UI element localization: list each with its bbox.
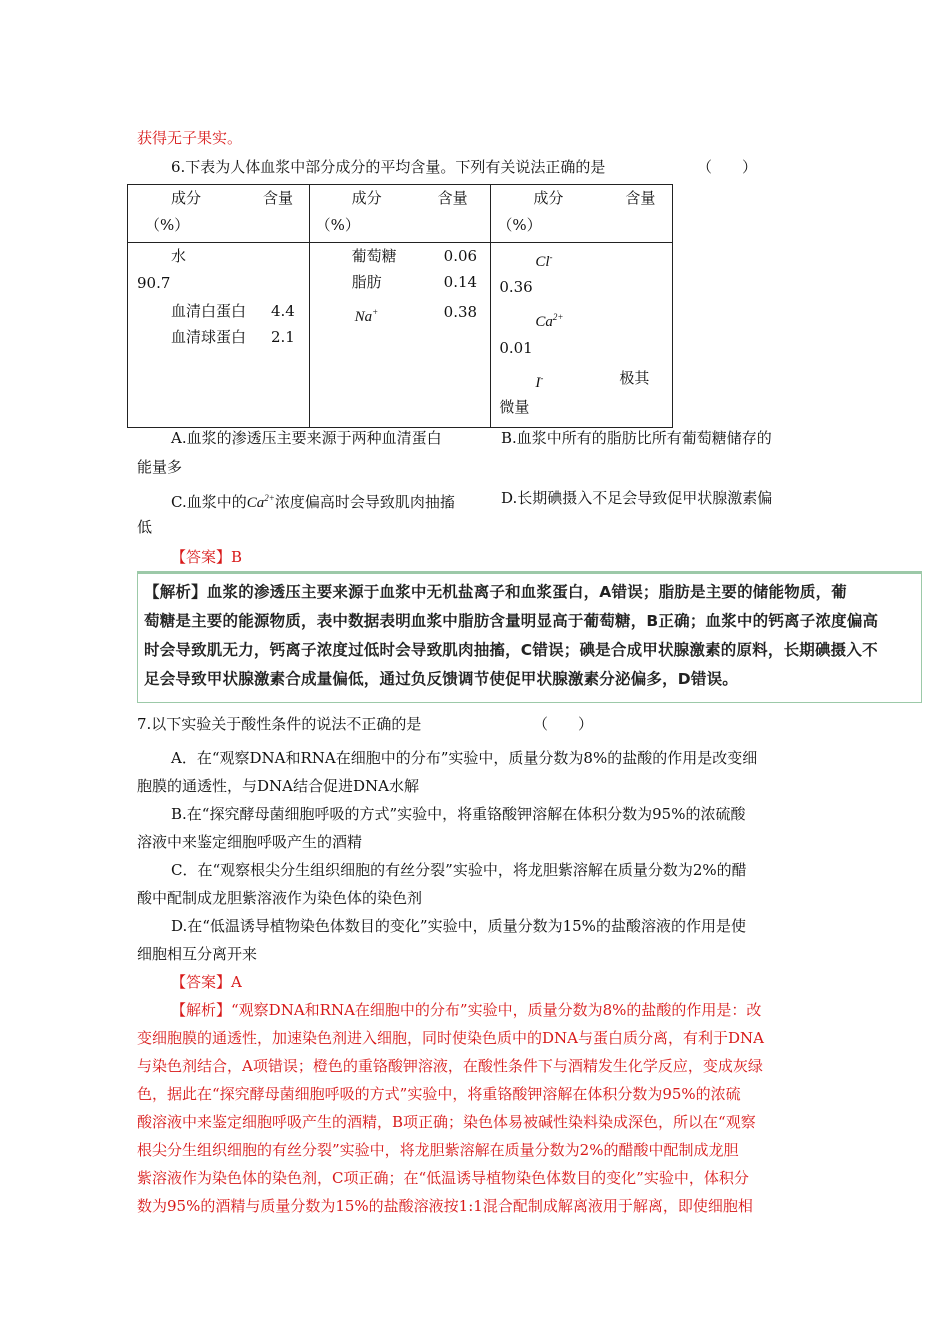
glucose-name: 葡萄糖 xyxy=(351,247,397,265)
sodium-ion-name: Na+ xyxy=(354,307,379,325)
option-d-cont: 低 xyxy=(137,518,153,536)
analysis-6-line: 时会导致肌无力，钙离子浓度过低时会导致肌肉抽搐，C错误；碘是合成甲状腺激素的原料，长期碘摄入不 xyxy=(144,641,878,659)
analysis-7-line: 与染色剂结合，A项错误；橙色的重铬酸钾溶液，在酸性条件下与酒精发生化学反应，变成灰绿 xyxy=(137,1057,763,1075)
chloride-ion-name: Cl- xyxy=(535,252,553,270)
question-6-stem: 6.下表为人体血浆中部分成分的平均含量。下列有关说法正确的是 xyxy=(171,158,606,176)
glucose-value: 0.06 xyxy=(443,247,478,265)
analysis-6-line: 萄糖是主要的能源物质，表中数据表明血浆中脂肪含量明显高于葡萄糖，B正确；血浆中的钙离子浓度偏高 xyxy=(144,612,879,630)
option-b: B.血浆中所有的脂肪比所有葡萄糖储存的 xyxy=(501,429,772,447)
analysis-7-line: 色，据此在“探究酵母菌细胞呼吸的方式”实验中，将重铬酸钾溶解在体积分数为95%的浓硫 xyxy=(137,1085,741,1103)
iodide-ion-value-cont: 微量 xyxy=(499,398,530,416)
header-component-label: 成分 xyxy=(351,189,382,207)
globulin-name: 血清球蛋白 xyxy=(171,328,247,346)
question-7-stem: 7.以下实验关于酸性条件的说法不正确的是 xyxy=(137,715,422,733)
header-unit-label: （%） xyxy=(315,216,360,234)
answer-7: 【答案】A xyxy=(171,973,242,991)
q7-option-b: B.在“探究酵母菌细胞呼吸的方式”实验中，将重铬酸钾溶解在体积分数为95%的浓硫酸 xyxy=(171,805,746,823)
q7-option-c-cont: 酸中配制成龙胆紫溶液作为染色体的染色剂 xyxy=(137,889,423,907)
header-component-label: 成分 xyxy=(533,189,564,207)
analysis-7-line: 【解析】“观察DNA和RNA在细胞中的分布”实验中，质量分数为8%的盐酸的作用是：改 xyxy=(171,1001,762,1019)
q7-option-a-cont: 胞膜的通透性，与DNA结合促进DNA水解 xyxy=(137,777,419,795)
table-body-cell-3 xyxy=(491,243,673,428)
analysis-7-line: 变细胞膜的通透性，加速染色剂进入细胞，同时使染色质中的DNA与蛋白质分离，有利于DNA xyxy=(137,1029,764,1047)
question-6-answer-blank: （ ） xyxy=(697,158,758,176)
q7-option-c: C．在“观察根尖分生组织细胞的有丝分裂”实验中，将龙胆紫溶解在质量分数为2%的醋 xyxy=(171,861,747,879)
analysis-6-line: 足会导致甲状腺激素合成量偏低，通过负反馈调节使促甲状腺激素分泌偏多，D错误。 xyxy=(144,670,738,688)
plasma-composition-table xyxy=(127,184,673,428)
sodium-ion-value: 0.38 xyxy=(443,303,478,321)
q7-option-a: A．在“观察DNA和RNA在细胞中的分布”实验中，质量分数为8%的盐酸的作用是改变细 xyxy=(171,749,758,767)
table-body-cell-2 xyxy=(309,243,491,428)
calcium-ion-value: 0.01 xyxy=(499,339,533,357)
water-name: 水 xyxy=(171,247,187,265)
header-content-label: 含量 xyxy=(263,189,294,207)
table-header-cell-2 xyxy=(309,185,491,243)
analysis-7-line: 根尖分生组织细胞的有丝分裂”实验中，将龙胆紫溶解在质量分数为2%的醋酸中配制成龙胆 xyxy=(137,1141,739,1159)
header-content-label: 含量 xyxy=(625,189,656,207)
albumin-name: 血清白蛋白 xyxy=(171,302,247,320)
iodide-ion-value: 极其 xyxy=(619,369,650,387)
q7-option-d: D.在“低温诱导植物染色体数目的变化”实验中，质量分数为15%的盐酸溶液的作用是使 xyxy=(171,917,746,935)
albumin-value: 4.4 xyxy=(271,302,295,320)
table-header-cell-3 xyxy=(491,185,673,243)
iodide-ion-name: I- xyxy=(535,373,544,391)
option-b-cont: 能量多 xyxy=(137,458,183,476)
option-a: A.血浆的渗透压主要来源于两种血清蛋白 xyxy=(171,429,442,447)
option-c: C.血浆中的$Ca^{2+}$浓度偏高时会导致肌肉抽搐 xyxy=(171,493,455,511)
table-header-cell-1 xyxy=(128,185,310,243)
water-value: 90.7 xyxy=(137,274,171,292)
header-unit-label: （%） xyxy=(145,216,190,234)
header-component-label: 成分 xyxy=(171,189,202,207)
fat-name: 脂肪 xyxy=(351,273,382,291)
analysis-7-line: 紫溶液作为染色体的染色剂，C项正确；在“低温诱导植物染色体数目的变化”实验中，体积分 xyxy=(137,1169,749,1187)
table-body-cell-1 xyxy=(128,243,310,428)
q7-option-b-cont: 溶液中来鉴定细胞呼吸产生的酒精 xyxy=(137,833,363,851)
chloride-ion-value: 0.36 xyxy=(499,278,533,296)
globulin-value: 2.1 xyxy=(271,328,295,346)
calcium-ion-name: $Ca^{2+}$ xyxy=(535,312,564,330)
answer-6: 【答案】B xyxy=(171,548,243,566)
question-7-answer-blank: （ ） xyxy=(533,715,594,733)
analysis-6-line: 【解析】血浆的渗透压主要来源于血浆中无机盐离子和血浆蛋白，A错误；脂肪是主要的储能物质，葡 xyxy=(144,583,847,601)
analysis-7-line: 数为95%的酒精与质量分数为15%的盐酸溶液按1:1混合配制成解离液用于解离，即使细胞相 xyxy=(137,1197,753,1215)
analysis-7-line: 酸溶液中来鉴定细胞呼吸产生的酒精，B项正确；染色体易被碱性染料染成深色，所以在“观察 xyxy=(137,1113,756,1131)
fat-value: 0.14 xyxy=(443,273,478,291)
q7-option-d-cont: 细胞相互分离开来 xyxy=(137,945,258,963)
analysis-6-box xyxy=(137,571,922,703)
header-unit-label: （%） xyxy=(497,216,542,234)
header-content-label: 含量 xyxy=(437,189,468,207)
previous-answer-tail: 获得无子果实。 xyxy=(137,129,243,147)
option-d: D.长期碘摄入不足会导致促甲状腺激素偏 xyxy=(501,489,773,507)
